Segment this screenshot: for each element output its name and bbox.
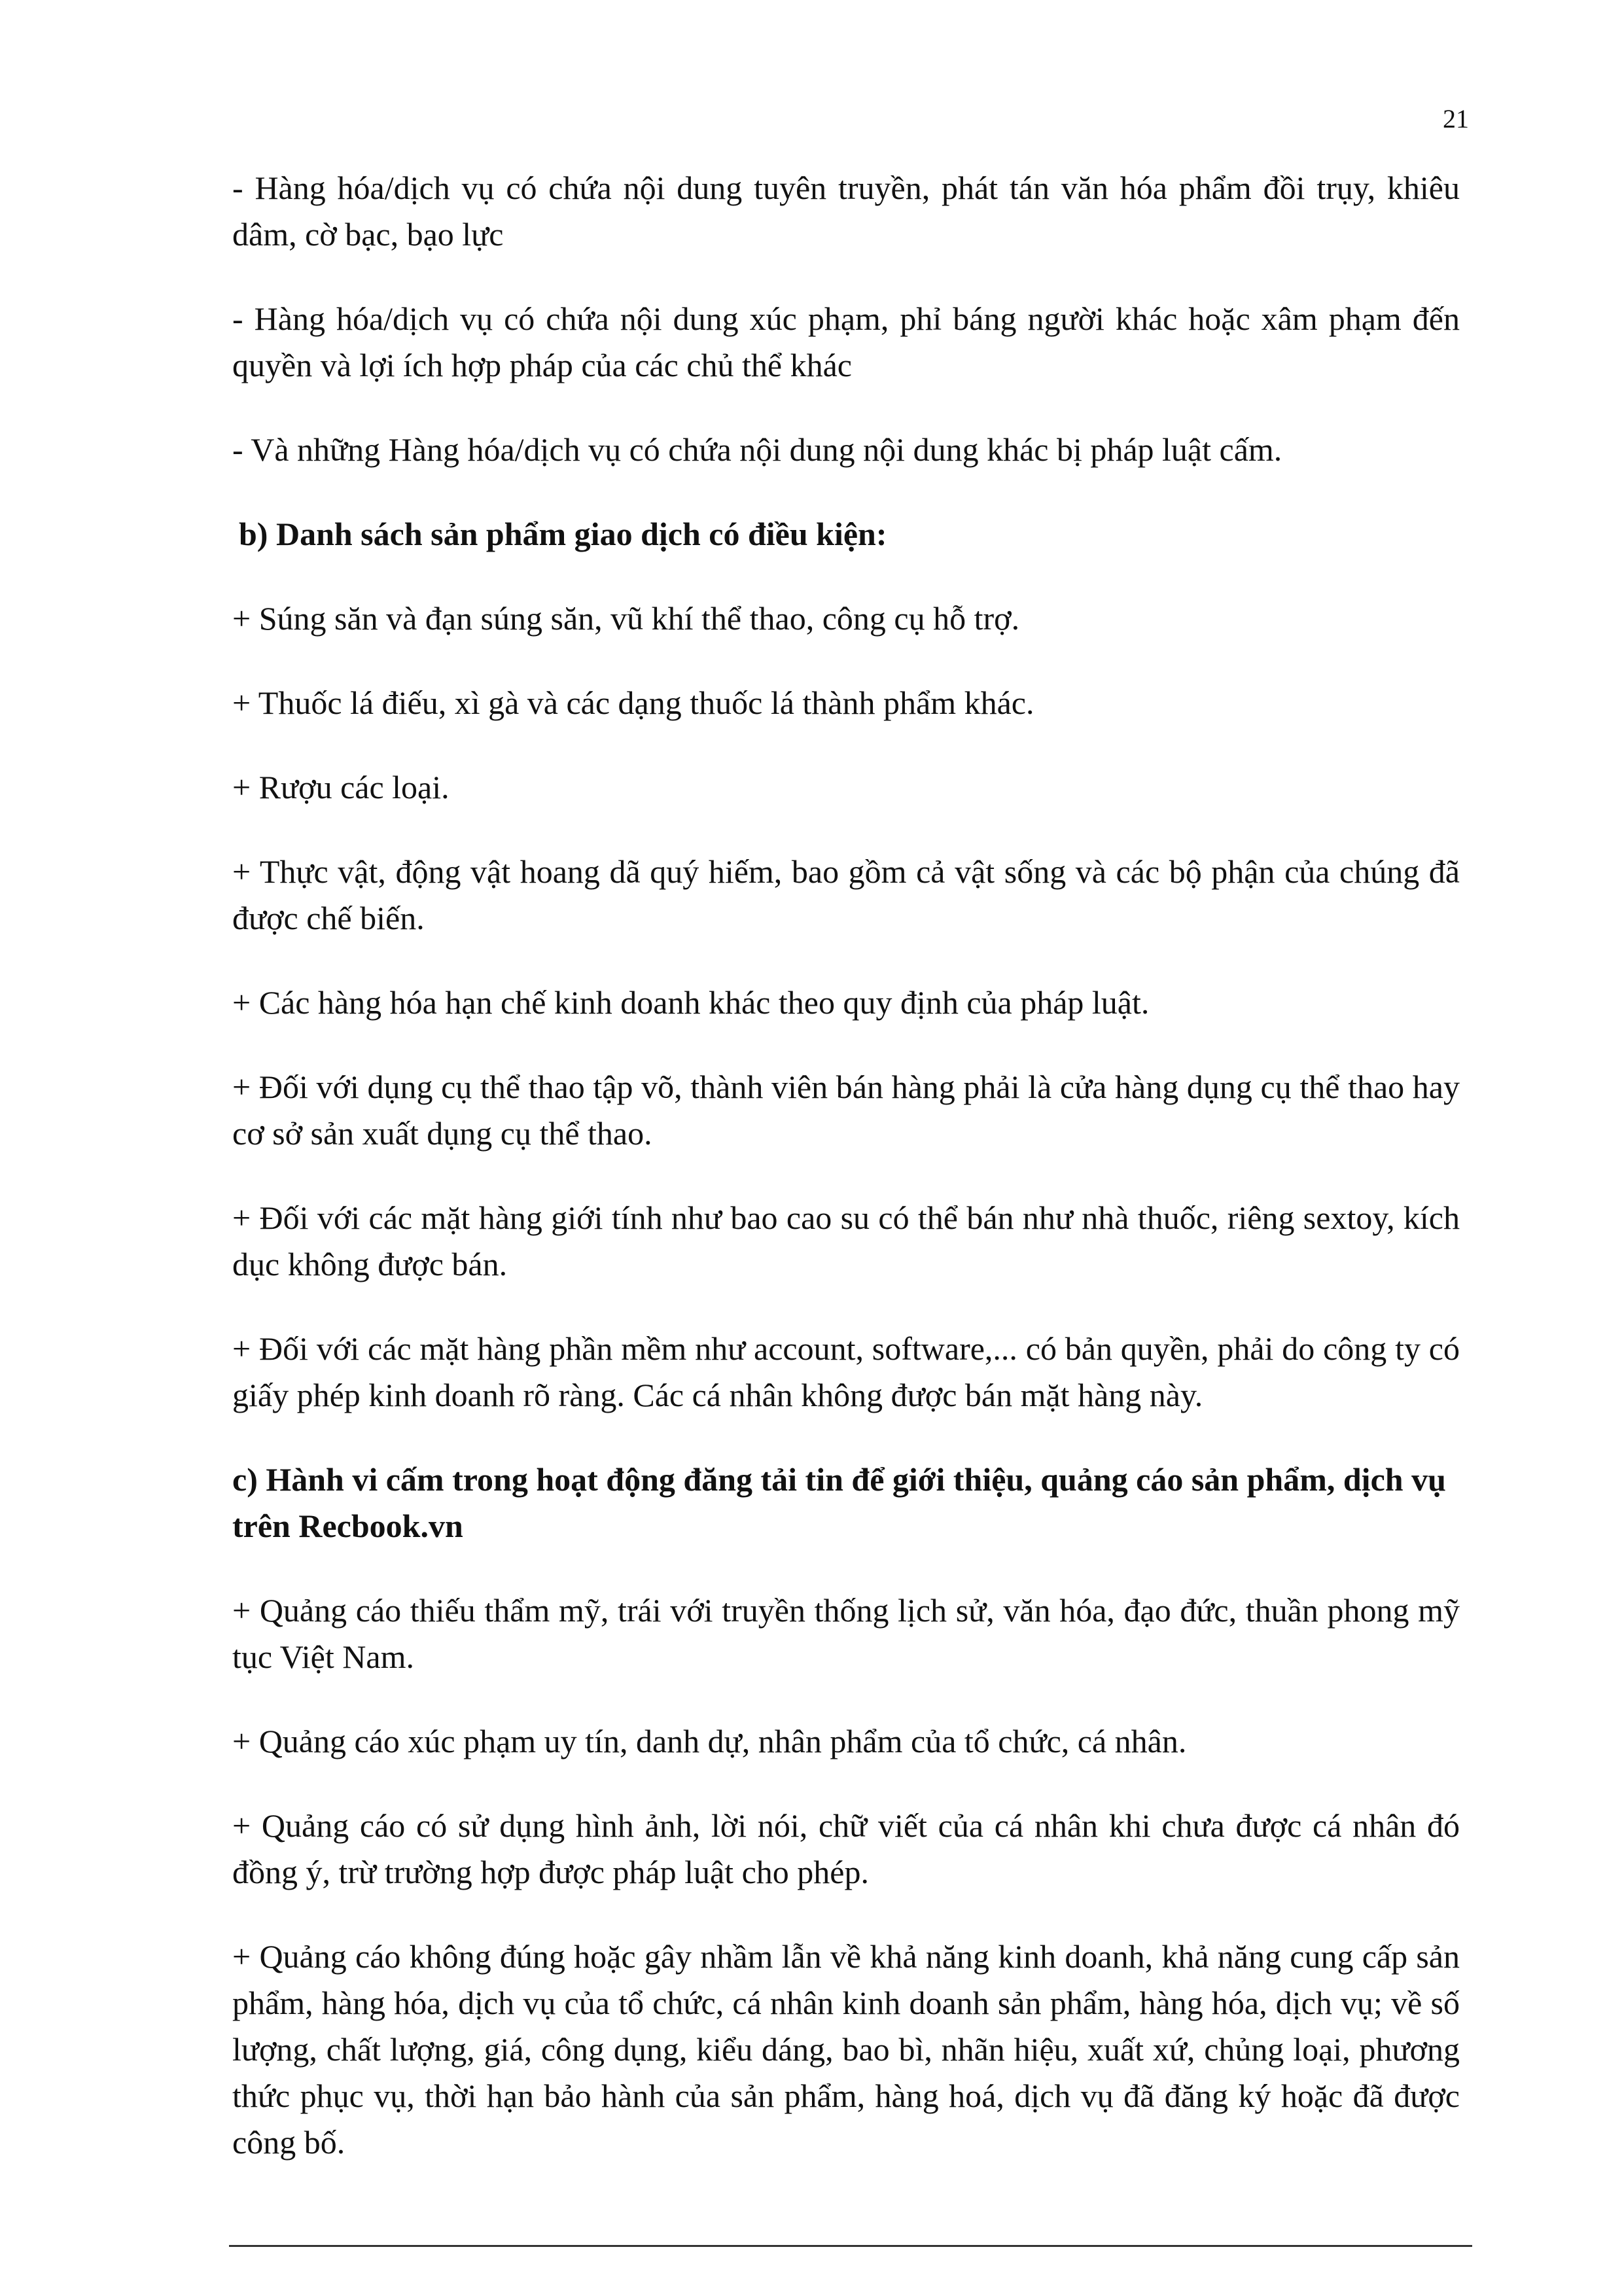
- page-number: 21: [1443, 104, 1469, 133]
- conditional-item-guns: + Súng săn và đạn súng săn, vũ khí thể thao, công cụ hỗ trợ.: [232, 600, 1020, 637]
- section-heading-c: c) Hành vi cấm trong hoạt động đăng tải tin để giới thiệu, quảng cáo sản phẩm, dịch vụ trên Recbook.vn: [232, 1461, 1446, 1544]
- prohibited-item-other: - Và những Hàng hóa/dịch vụ có chứa nội dung nội dung khác bị pháp luật cấm.: [232, 431, 1282, 468]
- conditional-item-tobacco: + Thuốc lá điếu, xì gà và các dạng thuốc lá thành phẩm khác.: [232, 684, 1034, 721]
- conditional-item-restricted: + Các hàng hóa hạn chế kinh doanh khác theo quy định của pháp luật.: [232, 984, 1150, 1021]
- conditional-item-martial-arts: + Đối với dụng cụ thể thao tập võ, thành viên bán hàng phải là cửa hàng dụng cụ thể thao hay cơ sở sản xuất dụng cụ thể thao.: [232, 1069, 1460, 1152]
- banned-ad-likeness: + Quảng cáo có sử dụng hình ảnh, lời nói, chữ viết của cá nhân khi chưa được cá nhân đó đồng ý, trừ trường hợp được pháp luật cho phép.: [232, 1807, 1460, 1890]
- conditional-item-software: + Đối với các mặt hàng phần mềm như account, software,... có bản quyền, phải do công ty có giấy phép kinh doanh rõ ràng. Các cá nhân không được bán mặt hàng này.: [232, 1330, 1460, 1413]
- banned-ad-aesthetics: + Quảng cáo thiếu thẩm mỹ, trái với truyền thống lịch sử, văn hóa, đạo đức, thuần phong mỹ tục Việt Nam.: [232, 1592, 1460, 1675]
- document-body: [232, 165, 1460, 2204]
- conditional-item-wildlife: + Thực vật, động vật hoang dã quý hiếm, bao gồm cả vật sống và các bộ phận của chúng đã được chế biến.: [232, 853, 1460, 936]
- conditional-item-alcohol: + Rượu các loại.: [232, 769, 450, 805]
- prohibited-item-defamation: - Hàng hóa/dịch vụ có chứa nội dung xúc phạm, phỉ báng người khác hoặc xâm phạm đến quyền và lợi ích hợp pháp của các chủ thể khác: [232, 300, 1460, 383]
- footer-divider: [229, 2245, 1472, 2247]
- prohibited-item-propaganda: - Hàng hóa/dịch vụ có chứa nội dung tuyên truyền, phát tán văn hóa phẩm đồi trụy, khiêu dâm, cờ bạc, bạo lực: [232, 169, 1460, 253]
- banned-ad-misleading: + Quảng cáo không đúng hoặc gây nhầm lẫn về khả năng kinh doanh, khả năng cung cấp sản phẩm, hàng hóa, dịch vụ của tổ chức, cá nhân kinh doanh sản phẩm, hàng hóa, dịch vụ; về số lượng, chất lượng, giá, công dụng, kiểu dáng, bao bì, nhãn hiệu, xuất xứ, chủng loại, phương thức phục vụ, thời hạn bảo hành của sản phẩm, hàng hoá, dịch vụ đã đăng ký hoặc đã được công bố.: [232, 1938, 1460, 2161]
- section-heading-b: b) Danh sách sản phẩm giao dịch có điều kiện:: [239, 516, 887, 552]
- banned-ad-insult: + Quảng cáo xúc phạm uy tín, danh dự, nhân phẩm của tổ chức, cá nhân.: [232, 1723, 1187, 1759]
- conditional-item-adult: + Đối với các mặt hàng giới tính như bao cao su có thể bán như nhà thuốc, riêng sextoy, kích dục không được bán.: [232, 1199, 1460, 1282]
